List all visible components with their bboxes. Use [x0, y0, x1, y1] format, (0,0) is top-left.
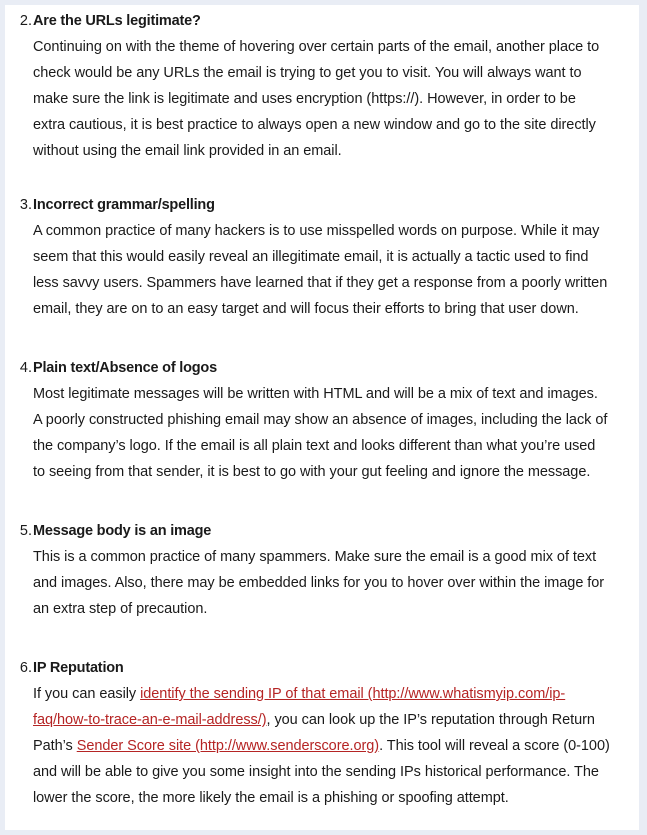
body-line: an extra step of precaution. — [33, 601, 208, 617]
item-number: 5. — [19, 523, 32, 539]
article-page — [5, 5, 639, 830]
body-line: This is a common practice of many spammers. Make sure the email is a good mix of text — [33, 549, 597, 565]
body-line: extra cautious, it is best practice to always open a new window and go to the site directly — [33, 117, 596, 133]
body-text: . This tool will reveal a score (0-100) — [379, 738, 610, 754]
body-line: make sure the link is legitimate and uses encryption (https://). However, in order to be — [33, 91, 576, 107]
body-line — [33, 733, 610, 759]
body-line: Most legitimate messages will be written with HTML and will be a mix of text and images. — [33, 386, 598, 402]
item-number: 2. — [19, 13, 32, 29]
senderscore-link[interactable]: Sender Score site (http://www.senderscore.org) — [76, 738, 380, 754]
body-text: , you can look up the IP’s reputation through Return — [266, 712, 595, 728]
body-line: A poorly constructed phishing email may show an absence of images, including the lack of — [33, 412, 608, 428]
body-line: to seeing from that sender, it is best to go with your gut feeling and ignore the message. — [33, 464, 591, 480]
item-title: Message body is an image — [33, 523, 212, 539]
body-line: and will be able to give you some insight into the sending IPs historical performance. The — [33, 764, 599, 780]
body-text: If you can easily — [33, 686, 141, 702]
item-title: IP Reputation — [33, 660, 124, 676]
body-text: Path’s — [33, 738, 77, 754]
item-title: Are the URLs legitimate? — [33, 13, 201, 29]
whatismyip-link[interactable]: identify the sending IP of that email (http://www.whatismyip.com/ip- — [140, 686, 566, 702]
item-number: 6. — [19, 660, 32, 676]
body-line: seem that this would easily reveal an illegitimate email, it is actually a tactic used to find — [33, 249, 589, 265]
body-line: less savvy users. Spammers have learned that if they get a response from a poorly written — [33, 275, 608, 291]
body-line: A common practice of many hackers is to use misspelled words on purpose. While it may — [33, 223, 600, 239]
body-line: without using the email link provided in an email. — [33, 143, 342, 159]
item-title: Plain text/Absence of logos — [33, 360, 217, 376]
item-title: Incorrect grammar/spelling — [33, 197, 215, 213]
body-line: the company’s logo. If the email is all plain text and looks different than what you’re used — [33, 438, 596, 454]
body-line: check would be any URLs the email is trying to get you to visit. You will always want to — [33, 65, 582, 81]
body-line — [33, 707, 595, 733]
body-line: lower the score, the more likely the email is a phishing or spoofing attempt. — [33, 790, 509, 806]
item-number: 3. — [19, 197, 32, 213]
body-line: Continuing on with the theme of hovering over certain parts of the email, another place to — [33, 39, 600, 55]
item-number: 4. — [19, 360, 32, 376]
body-line: and images. Also, there may be embedded links for you to hover over within the image for — [33, 575, 605, 591]
whatismyip-link-continued[interactable]: faq/how-to-trace-an-e-mail-address/) — [33, 712, 267, 728]
body-line — [33, 681, 565, 707]
body-line: email, they are on to an easy target and will focus their efforts to bring that user down. — [33, 301, 579, 317]
